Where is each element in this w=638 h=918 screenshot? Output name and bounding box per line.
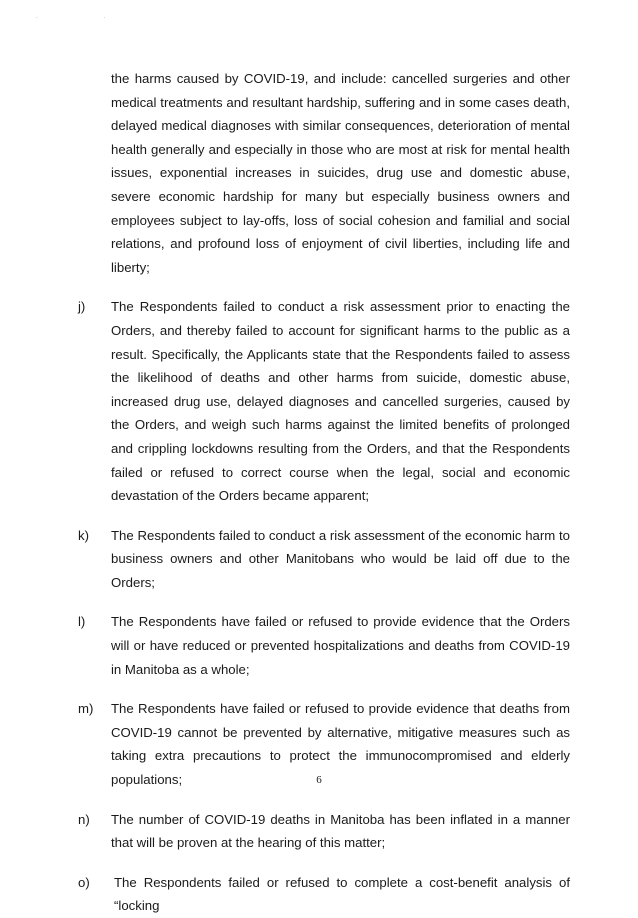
list-item-text: The Respondents failed or refused to complete a cost-benefit analysis of “locking	[114, 874, 570, 914]
list-item-n	[78, 808, 570, 855]
list-item-text: The Respondents failed to conduct a risk assessment prior to enacting the Orders, and thereby failed to account for significant harms to the public as a result. Specifically, the Applicants state that the Respondents failed to assess the likelihood of deaths and other harms from suicide, domestic abuse, increased drug use, delayed diagnoses and cancelled surgeries, caused by the Orders, and weigh such harms against the limited benefits of prolonged and crippling lockdowns resulting from the Orders, and that the Respondents failed or refused to correct course when the legal, social and economic devastation of the Orders became apparent;	[111, 299, 570, 504]
list-item-label: n)	[78, 811, 90, 827]
continuation-paragraph: the harms caused by COVID-19, and include: cancelled surgeries and other medical treatments and resultant hardship, suffering and in some cases death, delayed medical diagnoses with similar consequences, deterioration of mental health generally and especially in those who are most at risk for mental health issues, exponential increases in suicides, drug use and domestic abuse, severe economic hardship for many but especially business owners and employees subject to lay-offs, loss of social cohesion and familial and social relations, and profound loss of enjoyment of civil liberties, including life and liberty;	[111, 71, 570, 275]
list-item-text: The Respondents failed to conduct a risk assessment of the economic harm to business owners and other Manitobans who would be laid off due to the Orders;	[111, 527, 570, 590]
page-number: 6	[316, 774, 322, 786]
list-item-label: m)	[78, 701, 94, 717]
list-item-o	[78, 871, 570, 918]
list-item-k	[78, 524, 570, 595]
list-item-label: k)	[78, 527, 89, 543]
scan-marks: . .	[36, 14, 138, 20]
document-body	[78, 67, 570, 918]
list-item-text: The Respondents have failed or refused to provide evidence that the Orders will or have reduced or prevented hospitalizations and deaths from COVID-19 in Manitoba as a whole;	[111, 614, 570, 677]
list-item-l	[78, 610, 570, 681]
list-item-label: o)	[78, 874, 90, 890]
list-item-j	[78, 295, 570, 507]
list-item-text: The Respondents have failed or refused to provide evidence that deaths from COVID-19 cannot be prevented by alternative, mitigative measures such as taking extra precautions to protect the immunocompromised and elderly populations;	[111, 701, 570, 788]
list-item-label: j)	[78, 299, 86, 315]
list-item-label: l)	[78, 614, 86, 630]
list-item-text: The number of COVID-19 deaths in Manitoba has been inflated in a manner that will be proven at the hearing of this matter;	[111, 811, 570, 851]
